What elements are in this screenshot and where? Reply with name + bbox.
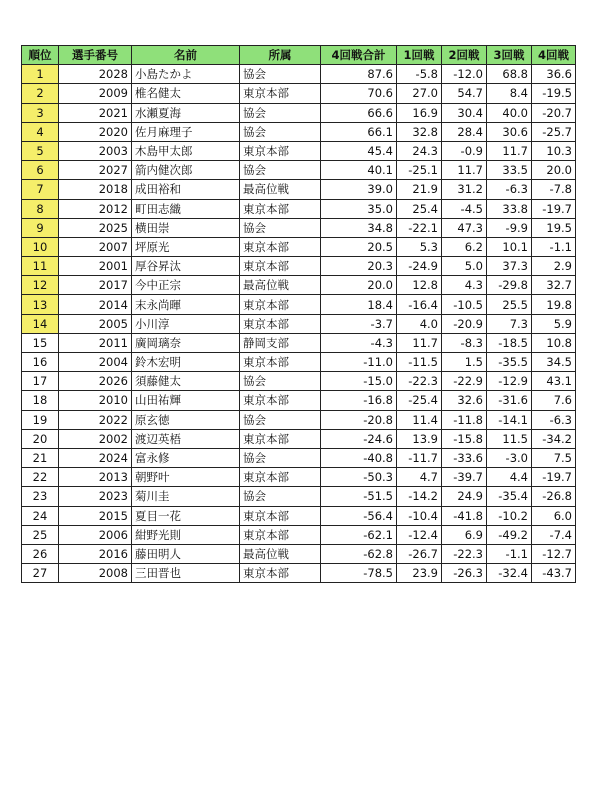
round-4-cell: 19.8 [532,295,576,314]
round-2-cell: -12.0 [442,65,487,84]
name-cell: 小島たかよ [132,65,240,84]
name-cell: 須藤健太 [132,372,240,391]
affiliation-cell: 協会 [240,65,321,84]
name-cell: 町田志織 [132,199,240,218]
total-cell: 70.6 [321,84,397,103]
name-cell: 厚谷昇汰 [132,257,240,276]
affiliation-cell: 最高位戦 [240,276,321,295]
round-2-cell: 6.2 [442,237,487,256]
header-row [22,46,576,65]
rank-cell: 15 [22,333,59,352]
round-2-cell: -26.3 [442,564,487,583]
round-1-cell: 4.0 [397,314,442,333]
rank-cell: 1 [22,65,59,84]
affiliation-cell: 東京本部 [240,468,321,487]
round-3-cell: -6.3 [487,180,532,199]
name-cell: 坪原光 [132,237,240,256]
total-cell: 35.0 [321,199,397,218]
total-cell: 66.6 [321,103,397,122]
player-number-cell: 2002 [59,429,132,448]
round-1-cell: -22.3 [397,372,442,391]
round-1-cell: 21.9 [397,180,442,199]
table-row [22,199,576,218]
header-affiliation: 所属 [240,46,321,65]
round-2-cell: 47.3 [442,218,487,237]
round-4-cell: -34.2 [532,429,576,448]
round-4-cell: 6.0 [532,506,576,525]
round-1-cell: 13.9 [397,429,442,448]
rank-cell: 19 [22,410,59,429]
name-cell: 箭内健次郎 [132,161,240,180]
affiliation-cell: 東京本部 [240,353,321,372]
affiliation-cell: 協会 [240,372,321,391]
standings-sheet [21,45,575,583]
total-cell: 20.3 [321,257,397,276]
round-4-cell: 7.5 [532,448,576,467]
rank-cell: 2 [22,84,59,103]
round-1-cell: -10.4 [397,506,442,525]
name-cell: 末永尚暉 [132,295,240,314]
round-4-cell: -12.7 [532,544,576,563]
round-2-cell: 30.4 [442,103,487,122]
round-2-cell: 1.5 [442,353,487,372]
table-row [22,468,576,487]
affiliation-cell: 協会 [240,103,321,122]
round-2-cell: -8.3 [442,333,487,352]
rank-cell: 11 [22,257,59,276]
affiliation-cell: 東京本部 [240,257,321,276]
player-number-cell: 2010 [59,391,132,410]
table-row [22,161,576,180]
table-row [22,333,576,352]
rank-cell: 9 [22,218,59,237]
round-2-cell: -11.8 [442,410,487,429]
name-cell: 夏目一花 [132,506,240,525]
round-4-cell: 10.3 [532,141,576,160]
table-row [22,487,576,506]
round-4-cell: -7.8 [532,180,576,199]
round-3-cell: -12.9 [487,372,532,391]
player-number-cell: 2005 [59,314,132,333]
affiliation-cell: 協会 [240,218,321,237]
name-cell: 木島甲太郎 [132,141,240,160]
affiliation-cell: 協会 [240,122,321,141]
player-number-cell: 2014 [59,295,132,314]
round-1-cell: 24.3 [397,141,442,160]
total-cell: 40.1 [321,161,397,180]
table-row [22,564,576,583]
rank-cell: 27 [22,564,59,583]
table-row [22,429,576,448]
rank-cell: 10 [22,237,59,256]
player-number-cell: 2023 [59,487,132,506]
round-2-cell: -33.6 [442,448,487,467]
round-1-cell: -12.4 [397,525,442,544]
round-3-cell: 30.6 [487,122,532,141]
name-cell: 三田晋也 [132,564,240,583]
total-cell: -78.5 [321,564,397,583]
table-row [22,448,576,467]
round-3-cell: 7.3 [487,314,532,333]
round-3-cell: -29.8 [487,276,532,295]
round-1-cell: 11.7 [397,333,442,352]
round-3-cell: -3.0 [487,448,532,467]
round-1-cell: 23.9 [397,564,442,583]
header-round-1: 1回戦 [397,46,442,65]
player-number-cell: 2001 [59,257,132,276]
header-total: 4回戦合計 [321,46,397,65]
affiliation-cell: 東京本部 [240,199,321,218]
affiliation-cell: 東京本部 [240,314,321,333]
table-row [22,314,576,333]
rank-cell: 13 [22,295,59,314]
round-1-cell: -11.7 [397,448,442,467]
player-number-cell: 2021 [59,103,132,122]
rank-cell: 22 [22,468,59,487]
round-2-cell: -22.9 [442,372,487,391]
total-cell: -11.0 [321,353,397,372]
total-cell: 87.6 [321,65,397,84]
name-cell: 紺野光則 [132,525,240,544]
table-row [22,122,576,141]
round-1-cell: 4.7 [397,468,442,487]
total-cell: -40.8 [321,448,397,467]
affiliation-cell: 東京本部 [240,237,321,256]
round-1-cell: 25.4 [397,199,442,218]
table-row [22,410,576,429]
name-cell: 原玄徳 [132,410,240,429]
round-2-cell: -20.9 [442,314,487,333]
round-2-cell: -15.8 [442,429,487,448]
name-cell: 富永修 [132,448,240,467]
total-cell: 39.0 [321,180,397,199]
table-row [22,353,576,372]
round-3-cell: -31.6 [487,391,532,410]
round-2-cell: -41.8 [442,506,487,525]
table-row [22,141,576,160]
table-row [22,237,576,256]
player-number-cell: 2004 [59,353,132,372]
round-4-cell: 7.6 [532,391,576,410]
round-3-cell: -1.1 [487,544,532,563]
affiliation-cell: 静岡支部 [240,333,321,352]
rank-cell: 23 [22,487,59,506]
player-number-cell: 2012 [59,199,132,218]
round-4-cell: 19.5 [532,218,576,237]
round-1-cell: -24.9 [397,257,442,276]
table-row [22,525,576,544]
rank-cell: 21 [22,448,59,467]
round-2-cell: 5.0 [442,257,487,276]
round-1-cell: -5.8 [397,65,442,84]
rank-cell: 17 [22,372,59,391]
affiliation-cell: 協会 [240,448,321,467]
rank-cell: 25 [22,525,59,544]
table-row [22,295,576,314]
round-1-cell: 16.9 [397,103,442,122]
player-number-cell: 2016 [59,544,132,563]
player-number-cell: 2024 [59,448,132,467]
round-2-cell: 31.2 [442,180,487,199]
player-number-cell: 2011 [59,333,132,352]
round-2-cell: 11.7 [442,161,487,180]
rank-cell: 8 [22,199,59,218]
total-cell: -4.3 [321,333,397,352]
name-cell: 山田祐輝 [132,391,240,410]
round-2-cell: -39.7 [442,468,487,487]
round-2-cell: 4.3 [442,276,487,295]
name-cell: 水瀬夏海 [132,103,240,122]
total-cell: -20.8 [321,410,397,429]
player-number-cell: 2009 [59,84,132,103]
rank-cell: 6 [22,161,59,180]
total-cell: -15.0 [321,372,397,391]
round-4-cell: -7.4 [532,525,576,544]
total-cell: 66.1 [321,122,397,141]
round-2-cell: -0.9 [442,141,487,160]
player-number-cell: 2025 [59,218,132,237]
round-1-cell: -25.4 [397,391,442,410]
table-row [22,84,576,103]
table-body [22,65,576,583]
header-name: 名前 [132,46,240,65]
name-cell: 今中正宗 [132,276,240,295]
round-1-cell: -11.5 [397,353,442,372]
round-3-cell: 25.5 [487,295,532,314]
rank-cell: 3 [22,103,59,122]
round-4-cell: 36.6 [532,65,576,84]
affiliation-cell: 東京本部 [240,429,321,448]
player-number-cell: 2015 [59,506,132,525]
round-3-cell: -49.2 [487,525,532,544]
round-4-cell: -25.7 [532,122,576,141]
round-3-cell: 33.8 [487,199,532,218]
table-row [22,257,576,276]
player-number-cell: 2020 [59,122,132,141]
total-cell: -3.7 [321,314,397,333]
header-rank: 順位 [22,46,59,65]
table-row [22,65,576,84]
round-3-cell: 10.1 [487,237,532,256]
total-cell: 18.4 [321,295,397,314]
total-cell: 20.5 [321,237,397,256]
round-4-cell: 43.1 [532,372,576,391]
name-cell: 小川淳 [132,314,240,333]
total-cell: -24.6 [321,429,397,448]
total-cell: -56.4 [321,506,397,525]
round-4-cell: -43.7 [532,564,576,583]
header-round-2: 2回戦 [442,46,487,65]
table-row [22,103,576,122]
round-1-cell: -25.1 [397,161,442,180]
round-3-cell: 11.7 [487,141,532,160]
player-number-cell: 2018 [59,180,132,199]
player-number-cell: 2006 [59,525,132,544]
affiliation-cell: 東京本部 [240,141,321,160]
round-4-cell: -19.7 [532,199,576,218]
table-row [22,372,576,391]
round-1-cell: -16.4 [397,295,442,314]
affiliation-cell: 最高位戦 [240,180,321,199]
round-3-cell: 40.0 [487,103,532,122]
total-cell: -51.5 [321,487,397,506]
name-cell: 渡辺英梧 [132,429,240,448]
name-cell: 藤田明人 [132,544,240,563]
rank-cell: 26 [22,544,59,563]
rank-cell: 18 [22,391,59,410]
name-cell: 横田崇 [132,218,240,237]
round-3-cell: 11.5 [487,429,532,448]
affiliation-cell: 東京本部 [240,295,321,314]
rank-cell: 16 [22,353,59,372]
round-3-cell: -35.5 [487,353,532,372]
affiliation-cell: 東京本部 [240,525,321,544]
round-3-cell: 68.8 [487,65,532,84]
round-4-cell: 32.7 [532,276,576,295]
round-2-cell: -10.5 [442,295,487,314]
rank-cell: 4 [22,122,59,141]
round-3-cell: 4.4 [487,468,532,487]
round-3-cell: 37.3 [487,257,532,276]
round-1-cell: 32.8 [397,122,442,141]
round-3-cell: -18.5 [487,333,532,352]
player-number-cell: 2008 [59,564,132,583]
total-cell: -50.3 [321,468,397,487]
round-2-cell: -22.3 [442,544,487,563]
player-number-cell: 2028 [59,65,132,84]
total-cell: 20.0 [321,276,397,295]
round-4-cell: -20.7 [532,103,576,122]
header-round-4: 4回戦 [532,46,576,65]
round-3-cell: -32.4 [487,564,532,583]
round-2-cell: 28.4 [442,122,487,141]
header-round-3: 3回戦 [487,46,532,65]
round-1-cell: 11.4 [397,410,442,429]
name-cell: 成田裕和 [132,180,240,199]
round-3-cell: -10.2 [487,506,532,525]
round-3-cell: -14.1 [487,410,532,429]
round-4-cell: -1.1 [532,237,576,256]
round-1-cell: 5.3 [397,237,442,256]
round-1-cell: -14.2 [397,487,442,506]
round-1-cell: -22.1 [397,218,442,237]
affiliation-cell: 協会 [240,410,321,429]
rank-cell: 20 [22,429,59,448]
rank-cell: 24 [22,506,59,525]
affiliation-cell: 最高位戦 [240,544,321,563]
table-row [22,218,576,237]
rank-cell: 14 [22,314,59,333]
round-3-cell: -9.9 [487,218,532,237]
round-1-cell: 12.8 [397,276,442,295]
round-4-cell: -19.5 [532,84,576,103]
table-row [22,506,576,525]
round-1-cell: 27.0 [397,84,442,103]
table-row [22,544,576,563]
rank-cell: 12 [22,276,59,295]
affiliation-cell: 協会 [240,161,321,180]
affiliation-cell: 東京本部 [240,391,321,410]
affiliation-cell: 東京本部 [240,564,321,583]
total-cell: 45.4 [321,141,397,160]
round-2-cell: -4.5 [442,199,487,218]
name-cell: 朝野叶 [132,468,240,487]
name-cell: 椎名健太 [132,84,240,103]
round-4-cell: 5.9 [532,314,576,333]
header-player-number: 選手番号 [59,46,132,65]
total-cell: 34.8 [321,218,397,237]
round-3-cell: 8.4 [487,84,532,103]
player-number-cell: 2026 [59,372,132,391]
name-cell: 菊川圭 [132,487,240,506]
round-4-cell: 2.9 [532,257,576,276]
affiliation-cell: 東京本部 [240,84,321,103]
standings-table [21,45,576,583]
total-cell: -62.8 [321,544,397,563]
round-3-cell: 33.5 [487,161,532,180]
round-2-cell: 54.7 [442,84,487,103]
player-number-cell: 2017 [59,276,132,295]
table-row [22,391,576,410]
round-4-cell: -6.3 [532,410,576,429]
round-2-cell: 24.9 [442,487,487,506]
player-number-cell: 2027 [59,161,132,180]
player-number-cell: 2007 [59,237,132,256]
round-3-cell: -35.4 [487,487,532,506]
round-4-cell: 20.0 [532,161,576,180]
rank-cell: 7 [22,180,59,199]
player-number-cell: 2013 [59,468,132,487]
table-row [22,180,576,199]
total-cell: -16.8 [321,391,397,410]
round-4-cell: 10.8 [532,333,576,352]
round-4-cell: 34.5 [532,353,576,372]
affiliation-cell: 東京本部 [240,506,321,525]
total-cell: -62.1 [321,525,397,544]
name-cell: 鈴木宏明 [132,353,240,372]
player-number-cell: 2022 [59,410,132,429]
round-1-cell: -26.7 [397,544,442,563]
table-row [22,276,576,295]
round-2-cell: 32.6 [442,391,487,410]
affiliation-cell: 協会 [240,487,321,506]
round-4-cell: -19.7 [532,468,576,487]
rank-cell: 5 [22,141,59,160]
name-cell: 佐月麻理子 [132,122,240,141]
player-number-cell: 2003 [59,141,132,160]
round-4-cell: -26.8 [532,487,576,506]
round-2-cell: 6.9 [442,525,487,544]
name-cell: 廣岡璃奈 [132,333,240,352]
